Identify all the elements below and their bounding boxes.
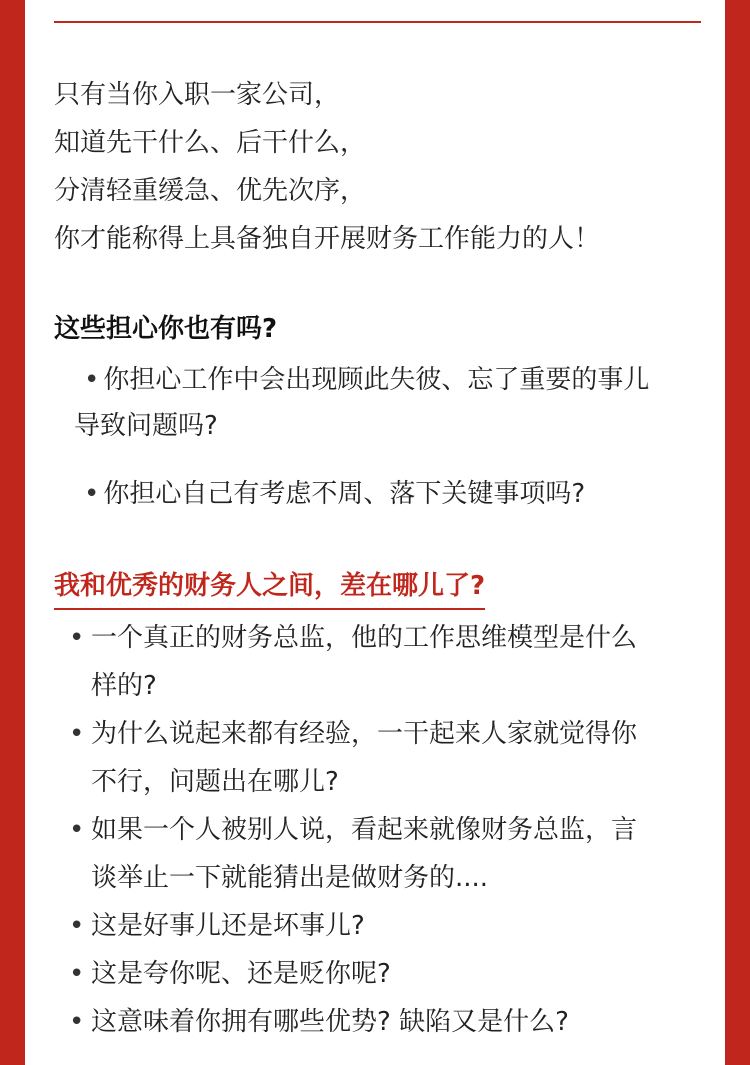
list-item-text: 这意味着你拥有哪些优势? 缺陷又是什么? [91,1007,569,1037]
bullet-icon: • [69,959,85,989]
article-content [25,0,725,1065]
list-item [69,902,695,950]
worry-text: 你担心工作中会出现顾此失彼、忘了重要的事儿 [103,365,650,395]
list-item-text-cont: 谈举止一下就能猜出是做财务的.... [91,863,489,893]
list-item [69,950,695,998]
bullet-icon: • [84,479,100,509]
bullet-icon: • [69,911,85,941]
left-border [0,0,25,1065]
bullet-icon: • [69,815,85,845]
bullet-icon: • [69,1007,85,1037]
intro-line: 你才能称得上具备独自开展财务工作能力的人！ [54,224,601,254]
worries-heading: 这些担心你也有吗? [54,314,278,344]
list-item [69,710,695,806]
intro-line: 分清轻重缓急、优先次序， [54,176,367,206]
list-item-text: 一个真正的财务总监，他的工作思维模型是什么 [91,623,638,653]
intro-paragraph [54,71,705,263]
gap-heading: 我和优秀的财务人之间，差在哪儿了? [54,566,485,610]
list-item [69,806,695,902]
gap-list [69,614,695,1046]
worry-item [74,357,705,449]
intro-line: 只有当你入职一家公司， [54,80,341,110]
worry-text-cont: 导致问题吗? [74,411,218,441]
list-item [69,614,695,710]
right-border [725,0,750,1065]
list-item-text: 这是好事儿还是坏事儿? [91,911,365,941]
list-item-text: 这是夸你呢、还是贬你呢? [91,959,391,989]
list-item-text: 如果一个人被别人说，看起来就像财务总监，言 [91,815,638,845]
worry-item [74,471,705,517]
list-item-text: 为什么说起来都有经验，一干起来人家就觉得你 [91,719,638,749]
bullet-icon: • [69,719,85,749]
list-item-text-cont: 不行，问题出在哪儿? [91,767,339,797]
list-item-text-cont: 样的? [91,671,157,701]
worry-text: 你担心自己有考虑不周、落下关键事项吗? [103,479,586,509]
top-divider [54,21,701,23]
list-item [69,998,695,1046]
intro-line: 知道先干什么、后干什么， [54,128,367,158]
bullet-icon: • [84,365,100,395]
bullet-icon: • [69,623,85,653]
